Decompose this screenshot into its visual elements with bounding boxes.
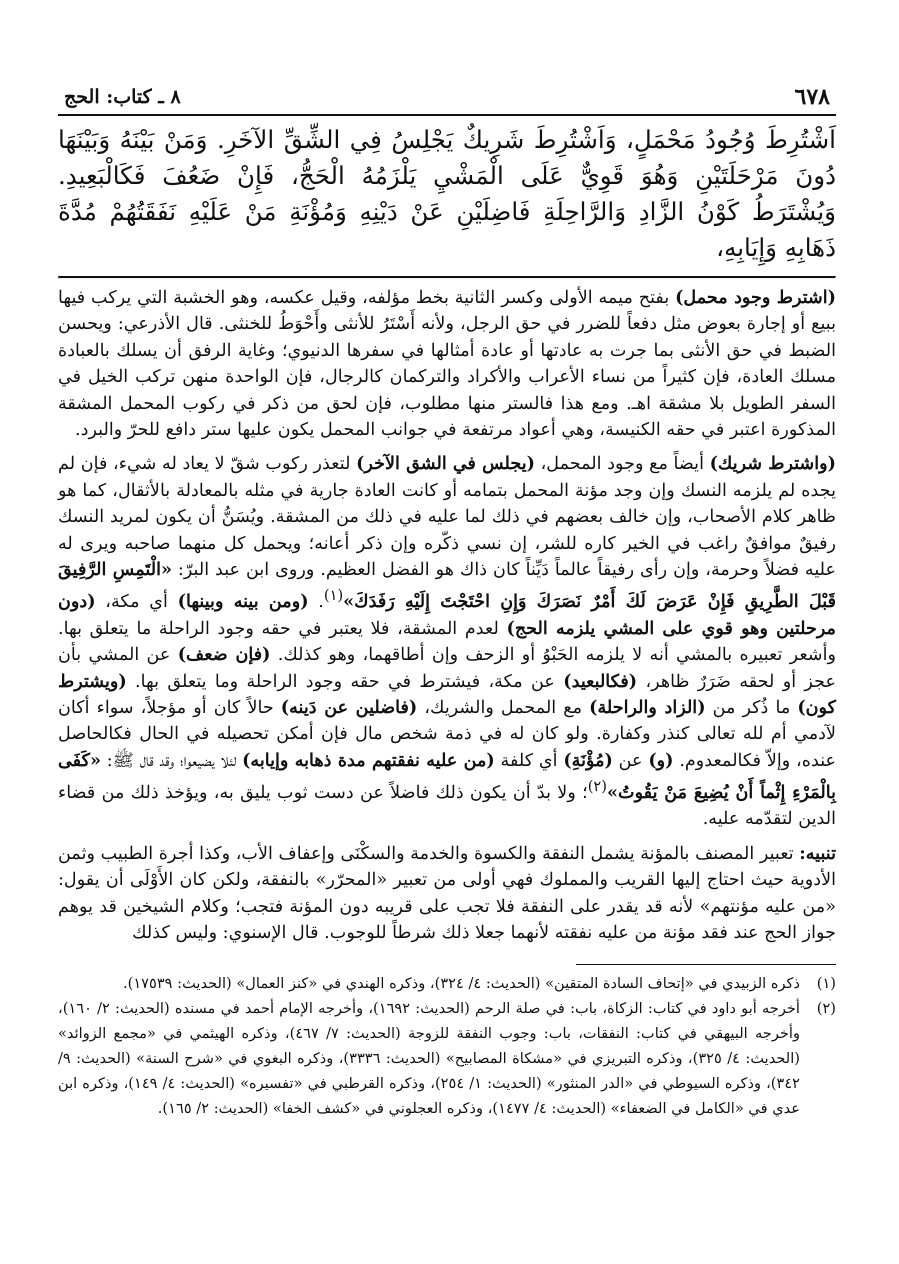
bold-lemma: (ومن بينه وبينها): [177, 591, 309, 613]
commentary-paragraph-1: [58, 285, 836, 443]
footnotes: [58, 971, 836, 1121]
note-label: تنبيه:: [799, 842, 836, 864]
footnote: [58, 996, 836, 1121]
bold-lemma: (فكالبعيد): [563, 670, 638, 692]
commentary-text: أي كلفة: [494, 750, 564, 771]
page-header: [58, 80, 836, 116]
matn-text: اَشْتُرِطَ وُجُودُ مَحْمَلٍ، وَاَشْتُرِطَ شَرِيكٌ يَجْلِسُ فِي الشِّقِّ الآخَرِ. وَمَنْ بَيْنَهُ وَبَيْنَهَا دُونَ مَرْحَلَتَيْنِ وَهُوَ قَوِيٌّ عَلَى الْمَشْيِ يَلْزَمُهُ الْحَجُّ، فَإِنْ ضَعُفَ فَكَالْبَعِيدِ. وَيُشْتَرَطُ كَوْنُ الزَّادِ وَالرَّاحِلَةِ فَاضِلَيْنِ عَنْ دَيْنِهِ وَمُؤْنَةِ مَنْ عَلَيْهِ نَفَقَتُهُمْ مُدَّةَ ذَهَابِهِ وَإِيَابِهِ،: [58, 125, 836, 262]
commentary-text: ؛ ولا بدّ أن يكون ذلك فاضلاً عن دست ثوب يليق به، ويؤخذ ذلك من قضاء الدين لتقدّمه عليه.: [58, 783, 836, 830]
hadith-quote: «كَفَى بِالْمَرْءِ إِثْماً أَنْ يُضِيعَ مَنْ يَقُوتُ»: [58, 749, 837, 804]
bold-lemma: (واشترط شريك): [709, 453, 836, 475]
commentary-paragraph-3: [58, 841, 836, 947]
footnote-marker: (١): [323, 587, 344, 605]
bold-lemma: (يجلس في الشق الآخر): [356, 453, 535, 475]
commentary-text: عن: [612, 750, 649, 771]
commentary: [58, 285, 836, 946]
commentary-text: .: [308, 592, 324, 613]
footnote-number: (١): [816, 975, 836, 993]
bold-lemma: (الزاد والراحلة): [589, 696, 706, 718]
commentary-text: بفتح ميمه الأولى وكسر الثانية بخط مؤلفه، وقيل عكسه، وهو الخشبة التي يركب فيها ببيع أو إجارة بعوض مثل دفعاً للضرر في حق الرجل، ولأنه أَسْتَرُ للأنثى وأَحْوَطُ للخنثى. قال الأذرعي: ويحسن الضبط في حق الأنثى بما جرت به عادتها أو عادة أمثالها في سفرها الدنيوي؛ وغاية الرفق أن يسلك بالعبادة مسلك العادة، فإن كثيراً من نساء الأعراب والأكراد والتركمان كالرجال، فإن الواحدة منهن تركب الخيل في السفر الطويل بلا مشقة اهـ. ومع هذا فالستر منها مطلوب، فإن لحق من ذكر في ركوب المحمل المشقة المذكورة اعتبر في حقه الكنيسة، وهي أعواد مرتفعة في جوانب المحمل يكون عليها ستر دافع للحرّ والبرد.: [58, 288, 836, 441]
matn-divider: [58, 276, 836, 279]
bold-lemma: (من عليه نفقتهم مدة ذهابه وإيابه): [242, 749, 495, 771]
page: [58, 80, 836, 1121]
footnote-divider: [576, 964, 836, 965]
commentary-text: لعدم المشقة، فلا يعتبر في حقه وجود الراحلة ما يتعلق بها. وأشعر تعبيره بالمشي أنه لا يلزمه الحَبْوُ أو الزحف وإن أطاقهما، وهو كذلك.: [58, 618, 836, 666]
footnote-marker: (٢): [587, 778, 608, 796]
bold-lemma: (فاضلين عن دَينه): [280, 696, 418, 718]
page-number: ٦٧٨: [794, 84, 830, 110]
commentary-text: حالاً كان أو مؤجلاً، سواء أكان لآدمي أم لله تعالى كنذر وكفارة. ولو كان له في ذمة شخص مال فإن أمكن تحصيله في الحال فكالحاصل عنده، وإلاّ فكالمعدوم.: [58, 697, 836, 771]
commentary-text: عن المشي بأن عجز أو لحقه ضَرَرٌ ظاهر،: [58, 645, 836, 692]
bold-lemma: (مُؤْنَةِ): [563, 749, 613, 771]
bold-lemma: (و): [648, 749, 674, 771]
bold-lemma: (فإن ضعف): [177, 644, 271, 666]
bold-lemma: (دون مرحلتين وهو قوي على المشي يلزمه الحج): [58, 591, 836, 639]
bold-lemma: (اشترط وجود محمل): [675, 287, 836, 308]
footnote-text: أخرجه أبو داود في كتاب: الزكاة، باب: في صلة الرحم (الحديث: ١٦٩٢)، وأخرجه الإمام أحمد في مسنده (الحديث: ٢/ ١٦٠)، وأخرجه البيهقي في كتاب: النفقات، باب: وجوب النفقة للزوجة (الحديث: ٧/ ٤٦٧)، وذكره الهيثمي في «مجمع الزوائد» (الحديث: ٤/ ٣٢٥)، وذكره التبريزي في «مشكاة المصابيح» (الحديث: ٣٣٣٦)، وذكره البغوي في «شرح السنة» (الحديث: ٩/ ٣٤٢)، وذكره السيوطي في «الدر المنثور» (الحديث: ١/ ٢٥٤)، وذكره القرطبي في «تفسيره» (الحديث: ٤/ ١٤٩)، وذكره ابن عدي في «الكامل في الضعفاء» (الحديث: ٤/ ١٤٧٧)، وذكره العجلوني في «كشف الخفا» (الحديث: ٢/ ١٦٥).: [58, 1000, 801, 1118]
bold-lemma: (ويشترط كون): [58, 670, 837, 718]
commentary-text: أي مكة،: [95, 592, 178, 613]
footnote: [58, 971, 836, 996]
hadith-quote: «الْتَمِسِ الرَّفِيقَ قَبْلَ الطَّرِيقِ فَإِنْ عَرَضَ لَكَ أَمْرٌ نَصَرَكَ وَإِنِ احْتَجْتَ إِلَيْهِ رَفَدَكَ»: [58, 559, 836, 613]
commentary-text: تعبير المصنف بالمؤنة يشمل النفقة والكسوة والخدمة والسكْنَى وإعفاف الأب، وكذا أجرة الطبيب وثمن الأدوية حيث احتاج إليها القريب والمملوك فهي أولى من تعبير «المحرّر» بالنفقة، ولكن كان الأَوْلَى أن يقول: «من عليه مؤنتهم» لأنه قد يقدر على النفقة فلا تجب على قريبه دون المؤنة فتجب؛ وكلام الشيخين قد يوهم جواز الحج عند فقد مؤنة من عليه نفقته لأنهما جعلا ذلك شرطاً للوجوب. قال الإسنوي: وليس كذلك: [58, 843, 836, 944]
running-title: ٨ ـ كتاب: الحج: [64, 86, 181, 108]
commentary-text: ما ذُكر من: [705, 697, 798, 718]
commentary-text: لتعذر ركوب شقّ لا يعاد له شيء، فإن لم يجده لم يلزمه النسك وإن وجد مؤنة المحمل بتمامه أو كانت العادة جارية في مثله بالمعادلة بالأثقال، كما هو ظاهر كلام الأصحاب، وإن خالف بعضهم في ذلك لما عليه في ذلك من المشقة. ويُسَنُّ أن يكون لمريد النسك رفيقٌ موافقٌ راغب في الخير كاره للشر، إن نسي ذكّره وإن ذكر أعانه؛ ويحمل كل منهما صاحبه ويرى له عليه فضلاً وحرمة، وإن رأى رفيقاً عالماً دَيِّناً كان ذاك هو الفضل العظيم. وروى ابن عبد البرّ:: [58, 454, 836, 581]
commentary-text: أيضاً مع وجود المحمل،: [534, 454, 710, 475]
commentary-paragraph-2: [58, 451, 836, 832]
commentary-text: لئلا يضيعوا؛ وقد قال ﷺ:: [100, 750, 243, 771]
commentary-text: مع المحمل والشريك،: [417, 697, 590, 718]
commentary-text: عن مكة، فيشترط في حقه وجود الراحلة وما يتعلق بها.: [126, 671, 564, 692]
footnote-text: ذكره الزبيدي في «إتحاف السادة المتقين» (الحديث: ٤/ ٣٢٤)، وذكره الهندي في «كنز العمال» (الحديث: ١٧٥٣٩).: [122, 975, 800, 993]
footnote-number: (٢): [816, 1000, 836, 1018]
